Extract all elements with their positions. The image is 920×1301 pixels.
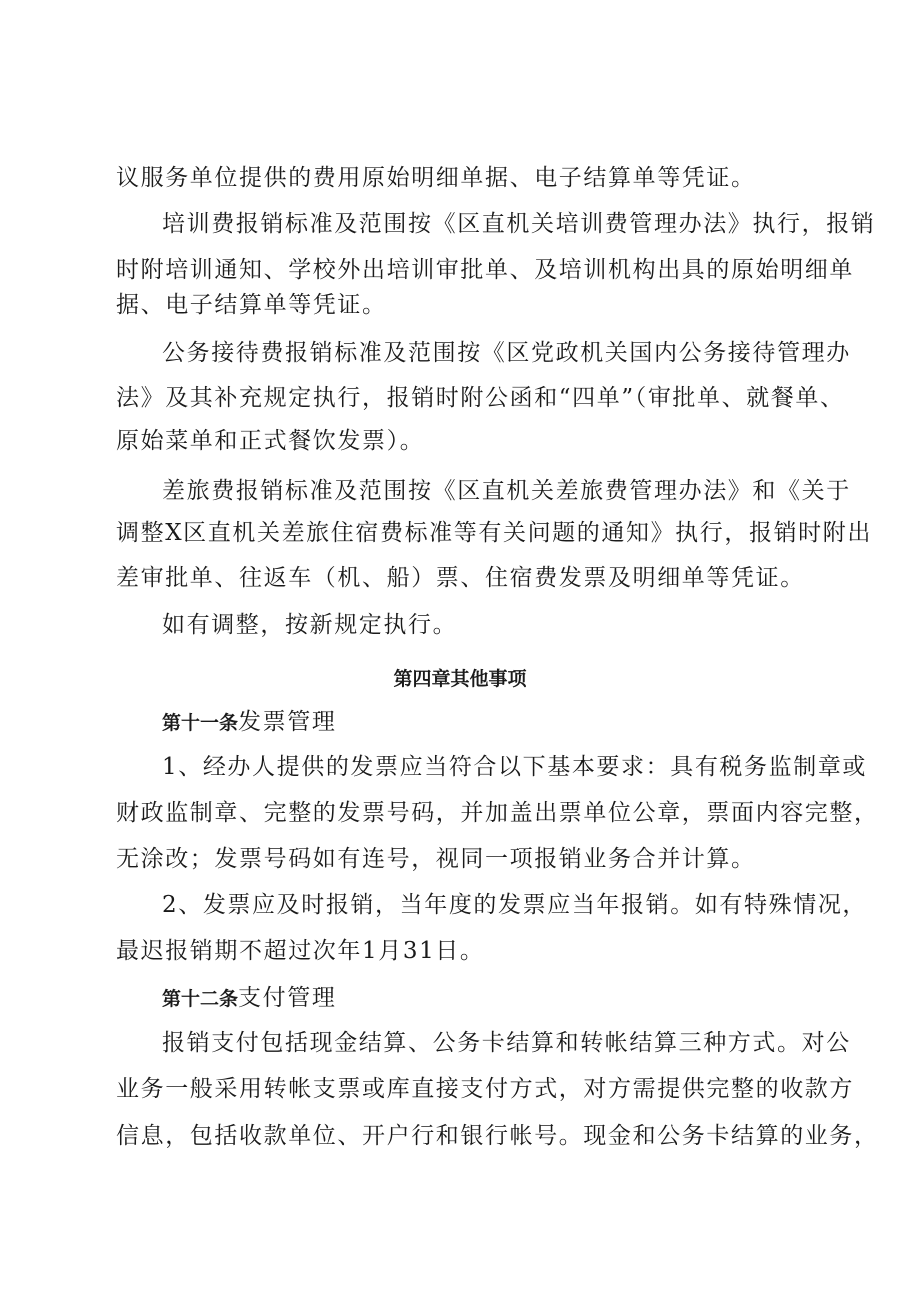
paragraph-line: 议服务单位提供的费用原始明细单据、电子结算单等凭证。 <box>116 165 756 191</box>
paragraph-line: 信息，包括收款单位、开户行和银行帐号。现金和公务卡结算的业务， <box>116 1123 879 1149</box>
paragraph-line: 差审批单、往返车（机、船）票、住宿费发票及明细单等凭证。 <box>116 565 805 591</box>
article-label: 第十二条 <box>162 988 239 1010</box>
paragraph-line: 原始菜单和正式餐饮发票）。 <box>116 428 425 454</box>
paragraph-line: 1、经办人提供的发票应当符合以下基本要求：具有税务监制章或 <box>162 754 868 780</box>
paragraph-line: 最迟报销期不超过次年1月31日。 <box>116 938 485 964</box>
paragraph-line: 公务接待费报销标准及范围按《区党政机关国内公务接待管理办 <box>162 340 851 366</box>
paragraph-line: 法》及其补充规定执行，报销时附公函和“四单”（审批单、就餐单、 <box>116 385 845 411</box>
article-title: 支付管理 <box>238 985 337 1011</box>
paragraph-line: 报销支付包括现金结算、公务卡结算和转帐结算三种方式。对公 <box>162 1030 851 1056</box>
paragraph-line: 培训费报销标准及范围按《区直机关培训费管理办法》执行，报销 <box>162 211 876 237</box>
article-title: 发票管理 <box>238 709 337 735</box>
article-label: 第十一条 <box>162 712 239 734</box>
paragraph-line: 差旅费报销标准及范围按《区直机关差旅费管理办法》和《关于 <box>162 478 851 504</box>
paragraph-line: 调整X区直机关差旅住宿费标准等有关问题的通知》执行，报销时附出 <box>116 520 872 546</box>
paragraph-line: 业务一般采用转帐支票或库直接支付方式，对方需提供完整的收款方 <box>116 1076 854 1102</box>
paragraph-line: 2、发票应及时报销，当年度的发票应当年报销。如有特殊情况， <box>162 892 868 918</box>
chapter-heading: 第四章其他事项 <box>393 668 527 690</box>
paragraph-line: 无涂改；发票号码如有连号，视同一项报销业务合并计算。 <box>116 846 756 872</box>
paragraph-line: 如有调整，按新规定执行。 <box>162 612 458 638</box>
article-11-heading <box>162 707 862 738</box>
article-12-heading <box>162 983 862 1014</box>
paragraph-line: 据、电子结算单等凭证。 <box>116 292 387 318</box>
paragraph-line: 财政监制章、完整的发票号码，并加盖出票单位公章，票面内容完整， <box>116 800 879 826</box>
paragraph-line: 时附培训通知、学校外出培训审批单、及培训机构出具的原始明细单 <box>116 257 854 283</box>
